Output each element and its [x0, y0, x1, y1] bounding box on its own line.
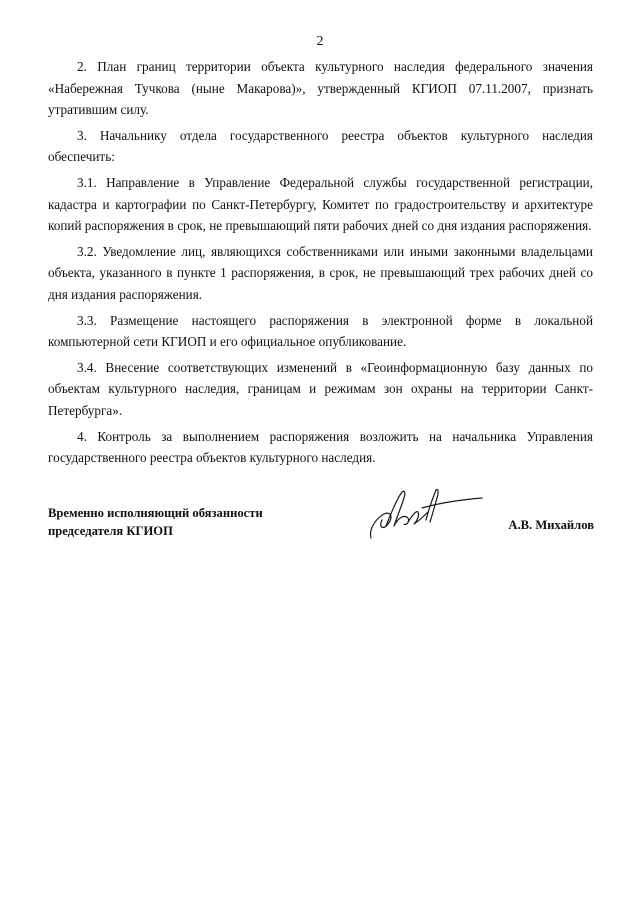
- paragraph-3-2: 3.2. Уведомление лиц, являющихся собственниками или иными законными владельцами объекта, указанного в пункте 1 распоряжения, в срок, не превышающий трех рабочих дней со дня издания распоряжения.: [48, 243, 593, 302]
- signatory-position-line1: Временно исполняющий обязанности: [48, 506, 263, 520]
- signatory-position-line2: председателя КГИОП: [48, 524, 173, 538]
- signatory-position: [48, 504, 263, 540]
- signatory-name: А.В. Михайлов: [508, 518, 594, 532]
- paragraph-3-1: 3.1. Направление в Управление Федеральной службы государственной регистрации, кадастра и картографии по Санкт-Петербургу, Комитет по градостроительству и архитектуре копий распоряжения в срок, не превышающий пяти рабочих дней со дня издания распоряжения.: [48, 174, 593, 234]
- paragraph-3-4: 3.4. Внесение соответствующих изменений в «Геоинформационную базу данных по объектам культурного наследия, границам и режимам зон охраны на территории Санкт-Петербурга».: [48, 359, 593, 418]
- page-number: 2: [316, 34, 324, 49]
- document-body: [48, 56, 593, 473]
- handwritten-signature-icon: [366, 486, 486, 546]
- paragraph-2: 2. План границ территории объекта культурного наследия федерального значения «Набережная Тучкова (ныне Макарова)», утвержденный КГИОП 07.11.2007, признать утратившим силу.: [48, 59, 593, 118]
- signature-block: [48, 504, 598, 564]
- paragraph-3: 3. Начальнику отдела государственного реестра объектов культурного наследия обеспечить:: [48, 127, 593, 165]
- paragraph-3-3: 3.3. Размещение настоящего распоряжения в электронной форме в локальной компьютерной сети КГИОП и его официальное опубликование.: [48, 312, 593, 350]
- paragraph-4: 4. Контроль за выполнением распоряжения возложить на начальника Управления государственного реестра объектов культурного наследия.: [48, 428, 593, 466]
